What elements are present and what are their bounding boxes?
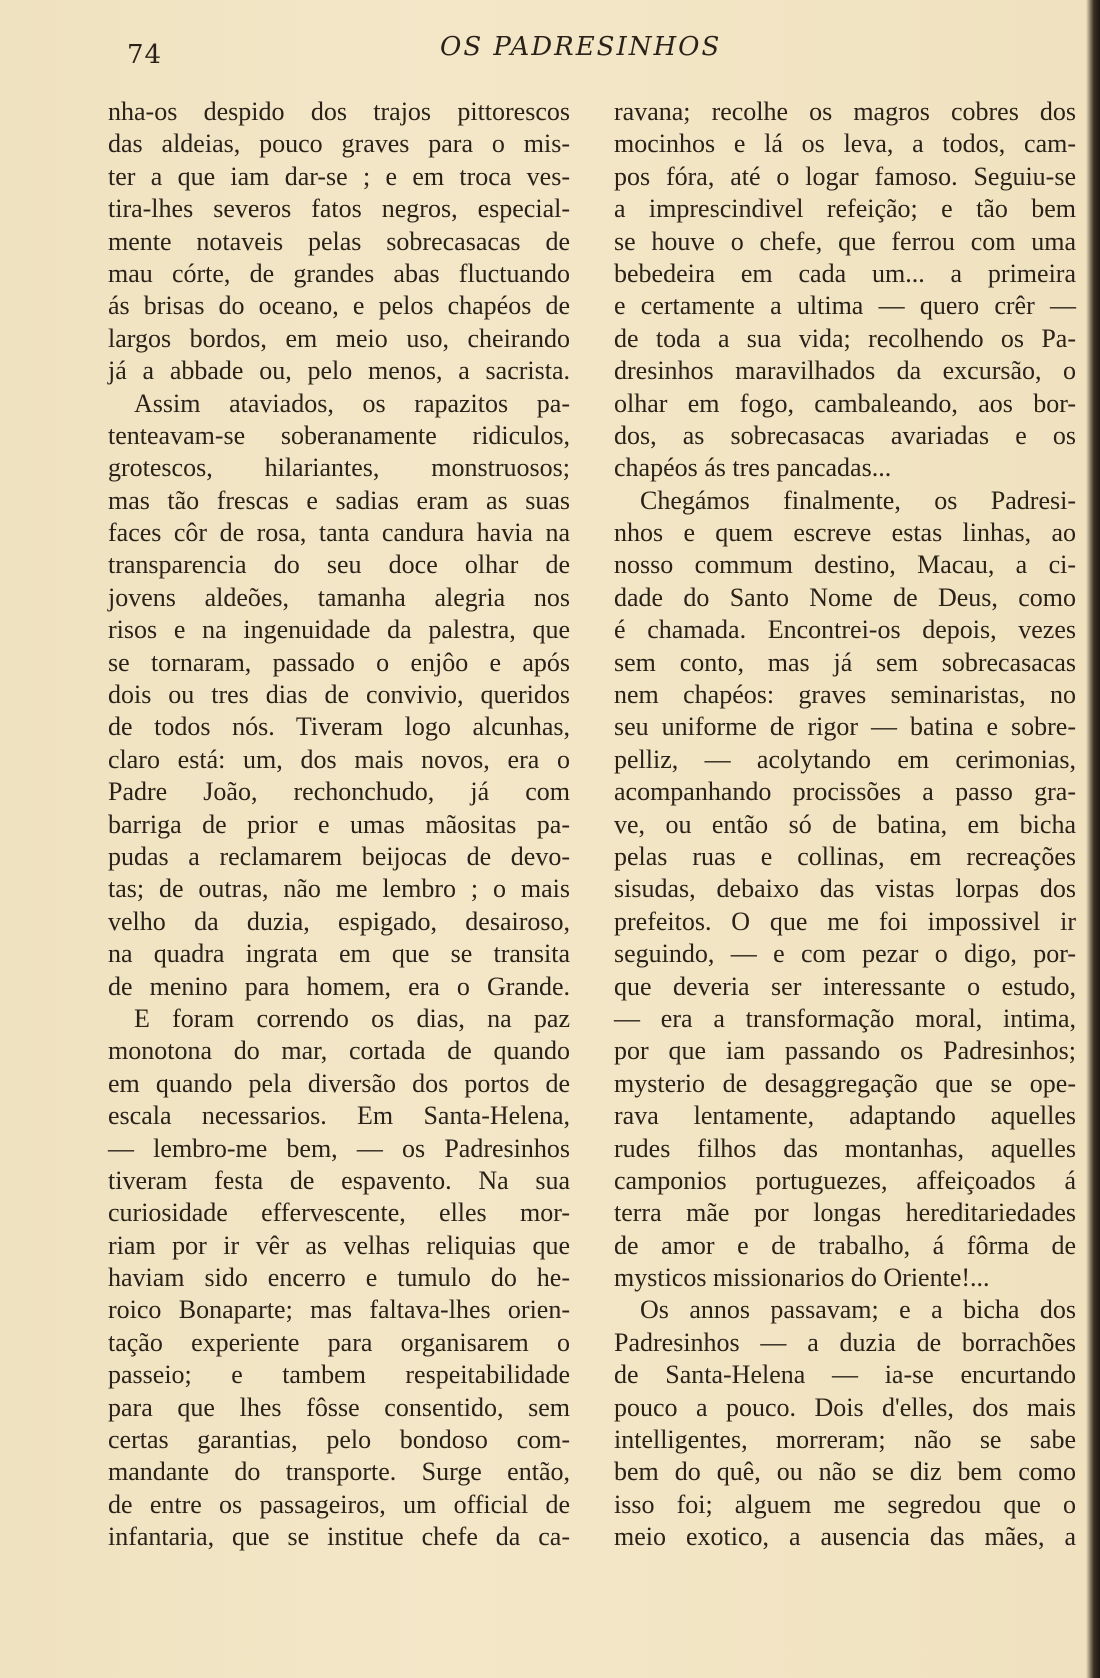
- text-line: nhos e quem escreve estas linhas, ao: [614, 518, 1076, 548]
- text-line: de toda a sua vida; recolhendo os Pa-: [614, 323, 1076, 353]
- text-line: já a abbade ou, pelo menos, a sacrista.: [108, 356, 570, 386]
- text-line: meio exotico, a ausencia das mães, a: [614, 1522, 1076, 1552]
- text-line: escala necessarios. Em Santa-Helena,: [108, 1101, 570, 1131]
- text-line: de entre os passageiros, um official de: [108, 1489, 570, 1519]
- text-line: pelliz, — acolytando em cerimonias,: [614, 744, 1076, 774]
- text-line: nem chapéos: graves seminaristas, no: [614, 680, 1076, 710]
- text-line: Padresinhos — a duzia de borrachões: [614, 1327, 1076, 1357]
- text-line: terra mãe por longas hereditariedades: [614, 1198, 1076, 1228]
- text-line: tenteavam-se soberanamente ridiculos,: [108, 420, 570, 450]
- text-line: sem conto, mas já sem sobrecasacas: [614, 647, 1076, 677]
- text-line: camponios portuguezes, affeiçoados á: [614, 1165, 1076, 1195]
- text-line: pelas ruas e collinas, em recreações: [614, 841, 1076, 871]
- text-line: sisudas, debaixo das vistas lorpas dos: [614, 874, 1076, 904]
- text-line: tas; de outras, não me lembro ; o mais: [108, 874, 570, 904]
- text-line: mocinhos e lá os leva, a todos, cam-: [614, 129, 1076, 159]
- text-line: mysticos missionarios do Oriente!...: [614, 1263, 990, 1293]
- text-line: ravana; recolhe os magros cobres dos: [614, 97, 1076, 126]
- right-text-column: [614, 96, 1076, 1554]
- text-line: bebedeira em cada um... a primeira: [614, 258, 1076, 288]
- text-line: riam por ir vêr as velhas reliquias que: [108, 1230, 570, 1260]
- text-line: das aldeias, pouco graves para o mis-: [108, 129, 570, 159]
- text-line: dos, as sobrecasacas avariadas e os: [614, 420, 1076, 450]
- text-line: prefeitos. O que me foi impossivel ir: [614, 906, 1076, 936]
- text-line: dade do Santo Nome de Deus, como: [614, 582, 1076, 612]
- text-line: na quadra ingrata em que se transita: [108, 939, 570, 969]
- text-line: risos e na ingenuidade da palestra, que: [108, 615, 570, 645]
- text-line: haviam sido encerro e tumulo do he-: [108, 1263, 570, 1293]
- text-line: acompanhando procissões a passo gra-: [614, 777, 1076, 807]
- text-line: rudes filhos das montanhas, aquelles: [614, 1133, 1076, 1163]
- text-line: de amor e de trabalho, á fôrma de: [614, 1230, 1076, 1260]
- text-line: pudas a reclamarem beijocas de devo-: [108, 841, 570, 871]
- text-line: seu uniforme de rigor — batina e sobre-: [614, 712, 1076, 742]
- text-line: nosso commum destino, Macau, a ci-: [614, 550, 1076, 580]
- text-line: Os annos passavam; e a bicha dos: [640, 1295, 1076, 1325]
- text-line: bem do quê, ou não se diz bem como: [614, 1457, 1076, 1487]
- page-number: 74: [127, 40, 163, 70]
- text-line: de Santa-Helena — ia-se encurtando: [614, 1360, 1076, 1390]
- text-line: se tornaram, passado o enjôo e após: [108, 647, 570, 677]
- text-line: olhar em fogo, cambaleando, aos bor-: [614, 388, 1076, 418]
- text-line: jovens aldeões, tamanha alegria nos: [108, 582, 570, 612]
- text-line: dois ou tres dias de convivio, queridos: [108, 680, 570, 710]
- text-line: E foram correndo os dias, na paz: [134, 1003, 570, 1033]
- text-line: monotona do mar, cortada de quando: [108, 1036, 570, 1066]
- text-line: dresinhos maravilhados da excursão, o: [614, 356, 1076, 386]
- text-line: barriga de prior e umas mãositas pa-: [108, 809, 570, 839]
- text-line: tação experiente para organisarem o: [108, 1327, 570, 1357]
- text-line: certas garantias, pelo bondoso com-: [108, 1425, 570, 1455]
- text-line: Assim ataviados, os rapazitos pa-: [134, 388, 570, 418]
- running-title: OS PADRESINHOS: [440, 32, 722, 62]
- text-line: por que iam passando os Padresinhos;: [614, 1036, 1076, 1066]
- text-line: é chamada. Encontrei-os depois, vezes: [614, 615, 1076, 645]
- text-line: isso foi; alguem me segredou que o: [614, 1489, 1076, 1519]
- text-line: pouco a pouco. Dois d'elles, dos mais: [614, 1392, 1076, 1422]
- text-line: ve, ou então só de batina, em bicha: [614, 809, 1076, 839]
- left-text-column: [108, 96, 570, 1554]
- text-line: tira-lhes severos fatos negros, especial-: [108, 194, 570, 224]
- text-line: e certamente a ultima — quero crêr —: [614, 291, 1076, 321]
- text-line: em quando pela diversão dos portos de: [108, 1068, 570, 1098]
- text-line: se houve o chefe, que ferrou com uma: [614, 226, 1076, 256]
- text-line: para que lhes fôsse consentido, sem: [108, 1392, 570, 1422]
- text-line: ter a que iam dar-se ; e em troca ves-: [108, 161, 570, 191]
- text-line: Padre João, rechonchudo, já com: [108, 777, 570, 807]
- text-line: seguindo, — e com pezar o digo, por-: [614, 939, 1076, 969]
- text-line: mas tão frescas e sadias eram as suas: [108, 485, 570, 515]
- text-line: grotescos, hilariantes, monstruosos;: [108, 453, 570, 483]
- text-line: rava lentamente, adaptando aquelles: [614, 1101, 1076, 1131]
- text-line: intelligentes, morreram; não se sabe: [614, 1425, 1076, 1455]
- text-line: de todos nós. Tiveram logo alcunhas,: [108, 712, 570, 742]
- text-line: ás brisas do oceano, e pelos chapéos de: [108, 291, 570, 321]
- text-line: tiveram festa de espavento. Na sua: [108, 1165, 570, 1195]
- text-line: transparencia do seu doce olhar de: [108, 550, 570, 580]
- text-line: faces côr de rosa, tanta candura havia na: [108, 518, 570, 548]
- text-line: infantaria, que se institue chefe da ca-: [108, 1522, 570, 1552]
- page-header: [0, 32, 1100, 72]
- text-line: de menino para homem, era o Grande.: [108, 971, 570, 1001]
- text-line: claro está: um, dos mais novos, era o: [108, 744, 570, 774]
- text-line: nha-os despido dos trajos pittorescos: [108, 97, 570, 126]
- text-line: pos fóra, até o logar famoso. Seguiu-se: [614, 161, 1076, 191]
- text-line: velho da duzia, espigado, desairoso,: [108, 906, 570, 936]
- text-line: Chegámos finalmente, os Padresi-: [640, 485, 1076, 515]
- text-line: largos bordos, em meio uso, cheirando: [108, 323, 570, 353]
- text-line: mau córte, de grandes abas fluctuando: [108, 258, 570, 288]
- text-line: chapéos ás tres pancadas...: [614, 453, 892, 483]
- text-line: a imprescindivel refeição; e tão bem: [614, 194, 1076, 224]
- text-line: roico Bonaparte; mas faltava-lhes orien-: [108, 1295, 570, 1325]
- text-line: mandante do transporte. Surge então,: [108, 1457, 570, 1487]
- text-line: mente notaveis pelas sobrecasacas de: [108, 226, 570, 256]
- text-line: mysterio de desaggregação que se ope-: [614, 1068, 1076, 1098]
- text-line: passeio; e tambem respeitabilidade: [108, 1360, 570, 1390]
- text-line: — lembro-me bem, — os Padresinhos: [108, 1133, 570, 1163]
- text-line: — era a transformação moral, intima,: [614, 1003, 1076, 1033]
- text-line: que deveria ser interessante o estudo,: [614, 971, 1076, 1001]
- page-binding-edge: [1086, 0, 1100, 1678]
- text-line: curiosidade effervescente, elles mor-: [108, 1198, 570, 1228]
